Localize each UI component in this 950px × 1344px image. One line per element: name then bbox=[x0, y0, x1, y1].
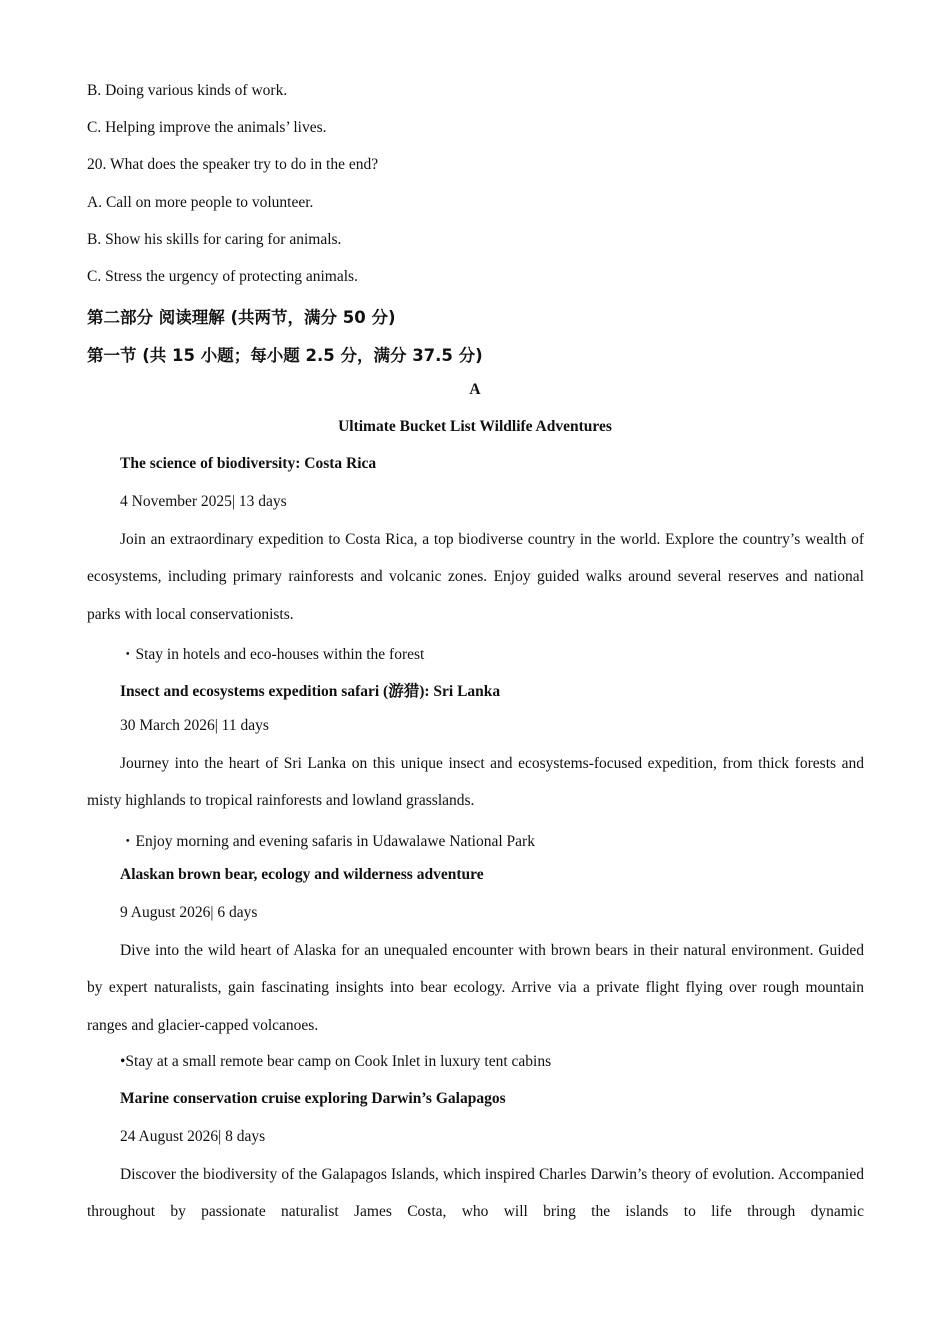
trip-date: 30 March 2026| 11 days bbox=[120, 717, 269, 734]
trip-title: Marine conservation cruise exploring Darwin’s Galapagos bbox=[120, 1090, 506, 1107]
trip-description: Dive into the wild heart of Alaska for an unequaled encounter with brown bears in their natural environment. Guided by expert naturalists, gain fascinating insights into bear ecology. Arrive via a private flight flying over rough mountain ranges and glacier-capped volcanoes. bbox=[87, 942, 864, 1034]
trip-description: Join an extraordinary expedition to Costa Rica, a top biodiverse country in the world. Explore the country’s wealth of ecosystems, including primary rainforests and volcanic zones. Enjoy guided walks around several reserves and national parks with local conservationists. bbox=[87, 531, 864, 623]
trip-description: Discover the biodiversity of the Galapagos Islands, which inspired Charles Darwin’s theory of evolution. Accompanied throughout by passionate naturalist James Costa, who will bring the islands to life through dynamic bbox=[87, 1166, 864, 1221]
trip-description: Journey into the heart of Sri Lanka on this unique insect and ecosystems-focused expedition, from thick forests and misty highlands to tropical rainforests and lowland grasslands. bbox=[87, 755, 864, 810]
part-two-heading: 第二部分 阅读理解 (共两节，满分 50 分) bbox=[87, 308, 396, 327]
q20-option-b: B. Show his skills for caring for animals. bbox=[87, 231, 342, 248]
q20-option-c: C. Stress the urgency of protecting animals. bbox=[87, 268, 358, 285]
passage-title: Ultimate Bucket List Wildlife Adventures bbox=[338, 418, 612, 435]
trip-date: 9 August 2026| 6 days bbox=[120, 904, 258, 921]
trip-bullet: ・Enjoy morning and evening safaris in Udawalawe National Park bbox=[120, 833, 535, 850]
q20-option-a: A. Call on more people to volunteer. bbox=[87, 194, 314, 211]
question-20: 20. What does the speaker try to do in the end? bbox=[87, 156, 379, 173]
trip-title: Insect and ecosystems expedition safari (游猎): Sri Lanka bbox=[120, 683, 501, 700]
section-one-heading: 第一节 (共 15 小题；每小题 2.5 分，满分 37.5 分) bbox=[87, 346, 483, 365]
option-b: B. Doing various kinds of work. bbox=[87, 82, 288, 99]
trip-date: 4 November 2025| 13 days bbox=[120, 493, 287, 510]
passage-letter: A bbox=[469, 381, 481, 398]
trip-bullet: ・Stay in hotels and eco-houses within the forest bbox=[120, 646, 425, 663]
trip-title: The science of biodiversity: Costa Rica bbox=[120, 455, 377, 472]
trip-date: 24 August 2026| 8 days bbox=[120, 1128, 266, 1145]
trip-bullet: •Stay at a small remote bear camp on Cook Inlet in luxury tent cabins bbox=[120, 1053, 552, 1070]
option-c: C. Helping improve the animals’ lives. bbox=[87, 119, 327, 136]
trip-title: Alaskan brown bear, ecology and wilderness adventure bbox=[120, 866, 484, 883]
